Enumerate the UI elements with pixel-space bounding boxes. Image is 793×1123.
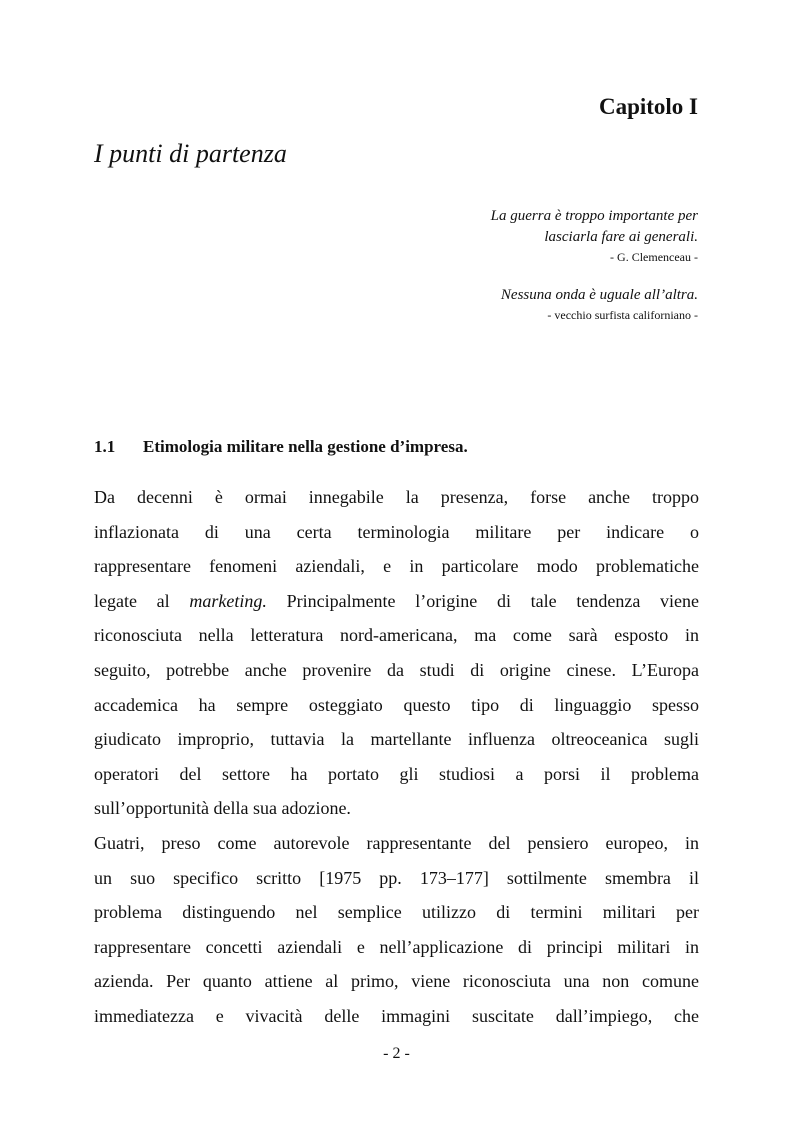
chapter-label: Capitolo I bbox=[598, 94, 698, 119]
text-line: inflazionata di una certa terminologia militare per indicare o bbox=[94, 521, 699, 542]
text-line: giudicato improprio, tuttavia la martellante influenza oltreoceanica sugli bbox=[94, 729, 699, 750]
text-line: riconosciuta nella letteratura nord-americana, ma come sarà esposto in bbox=[94, 625, 699, 646]
section-heading bbox=[94, 437, 468, 457]
text-line: seguito, potrebbe anche provenire da studi di origine cinese. L’Europa bbox=[94, 659, 699, 680]
text-line: immediatezza e vivacità delle immagini suscitate dall’impiego, che bbox=[94, 1005, 699, 1026]
text-line: accademica ha sempre osteggiato questo tipo di linguaggio spesso bbox=[94, 694, 699, 715]
text-line-mixed bbox=[94, 584, 699, 619]
text-line: un suo specifico scritto [1975 pp. 173–177] sottilmente smembra il bbox=[94, 867, 699, 888]
epigraph-attribution: - vecchio surfista californiano - bbox=[547, 308, 698, 322]
text-line: operatori del settore ha portato gli studiosi a porsi il problema bbox=[94, 763, 699, 784]
body-text bbox=[94, 480, 699, 1034]
text-line: azienda. Per quanto attiene al primo, viene riconosciuta una non comune bbox=[94, 971, 699, 992]
chapter-title: I punti di partenza bbox=[94, 139, 287, 168]
epigraph-quote-line: La guerra è troppo importante per bbox=[490, 208, 698, 224]
text-line: problema distinguendo nel semplice utilizzo di termini militari per bbox=[94, 902, 699, 923]
text-line: sull’opportunità della sua adozione. bbox=[94, 798, 351, 819]
text-line: rappresentare concetti aziendali e nell’applicazione di principi militari in bbox=[94, 936, 699, 957]
text-run: Principalmente l’origine di tale tendenza viene bbox=[266, 590, 699, 611]
text-line: rappresentare fenomeni aziendali, e in particolare modo problematiche bbox=[94, 556, 699, 577]
epigraph-clemenceau bbox=[248, 206, 698, 266]
epigraphs bbox=[248, 206, 698, 343]
text-run: legate al bbox=[94, 590, 190, 611]
paragraph bbox=[94, 826, 699, 1034]
text-line: Guatri, preso come autorevole rappresentante del pensiero europeo, in bbox=[94, 832, 699, 853]
epigraph-attribution: - G. Clemenceau - bbox=[610, 250, 698, 264]
text-line: Da decenni è ormai innegabile la presenza, forse anche troppo bbox=[94, 487, 699, 507]
paragraph bbox=[94, 480, 699, 826]
page-number: - 2 - bbox=[383, 1045, 410, 1062]
epigraph-quote-line: Nessuna onda è uguale all’altra. bbox=[500, 287, 698, 303]
section-number: 1.1 bbox=[94, 437, 116, 456]
section-title: Etimologia militare nella gestione d’impresa. bbox=[143, 437, 468, 456]
emphasis-marketing: marketing. bbox=[189, 590, 267, 611]
epigraph-surfer bbox=[248, 285, 698, 324]
epigraph-quote-line: lasciarla fare ai generali. bbox=[544, 229, 698, 245]
